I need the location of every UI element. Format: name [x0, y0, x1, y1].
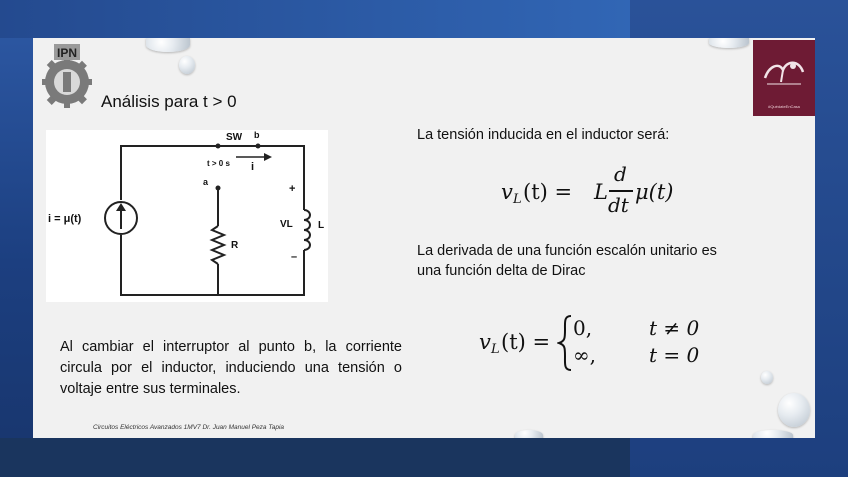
case2-value: ∞,	[573, 343, 597, 367]
node-b-label: b	[254, 130, 260, 140]
equation-piecewise	[479, 312, 739, 374]
node-b-dot	[256, 144, 261, 149]
derivative-text-line1: La derivada de una función escalón unitario es	[417, 243, 717, 259]
circuit-diagram	[46, 130, 328, 302]
eq1-arg: (t) =	[523, 180, 573, 204]
derivative-text-line2: una función delta de Dirac	[417, 263, 586, 279]
ipn-logo	[40, 42, 94, 110]
resistor	[212, 226, 224, 264]
water-drop	[761, 371, 773, 384]
time-label: t > 0 s	[207, 159, 230, 168]
eq2-arg: (t) =	[501, 330, 551, 354]
eq1-lhs: v	[501, 180, 513, 204]
footer-course-info: Circuitos Eléctricos Avanzados 1MV7 Dr. Juan Manuel Peza Tapia	[93, 424, 285, 431]
case2-condition: t = 0	[649, 343, 700, 367]
eq2-sub: L	[491, 342, 500, 357]
current-arrow	[264, 153, 272, 161]
eq1-denominator: dt	[608, 193, 629, 217]
node-a-dot	[216, 186, 221, 191]
background-top	[0, 0, 630, 38]
wire-bottom	[121, 235, 304, 295]
induced-voltage-text: La tensión inducida en el inductor será:	[417, 127, 670, 143]
slide-title: Análisis para t > 0	[101, 92, 237, 111]
inductor-label: L	[318, 220, 325, 231]
background-bottom	[0, 438, 630, 477]
switch-label: SW	[226, 132, 243, 143]
current-label: i	[251, 161, 255, 173]
logo-caption: #QuédateEnCasa	[768, 104, 800, 109]
water-drop	[515, 430, 543, 438]
source-label: i = μ(t)	[48, 213, 82, 225]
water-drop	[709, 38, 749, 48]
water-drop	[778, 393, 810, 427]
eq1-coef: L	[594, 180, 608, 204]
case1-condition: t ≠ 0	[649, 316, 700, 340]
eq1-fraction-bar	[609, 190, 633, 192]
ipn-logo-text: IPN	[56, 46, 78, 60]
eq1-sub: L	[513, 192, 522, 207]
piecewise-brace	[557, 314, 573, 372]
eq1-numerator: d	[614, 162, 627, 186]
case1-value: 0,	[573, 316, 593, 340]
wire-top-left	[121, 146, 218, 200]
plus-label: +	[289, 183, 296, 195]
resistor-label: R	[231, 240, 239, 251]
eq2-lhs: v	[479, 330, 491, 354]
water-drop	[753, 430, 793, 438]
minus-label: –	[291, 251, 298, 263]
node-a-label: a	[203, 177, 209, 187]
switch-pivot	[216, 144, 221, 149]
explanation-paragraph: Al cambiar el interruptor al punto b, la corriente circula por el inductor, induciendo una tensión o voltaje entre sus terminales.	[60, 339, 402, 397]
slide	[33, 38, 815, 438]
quedate-en-casa-logo	[753, 40, 815, 116]
inductor	[304, 210, 310, 250]
equation-induced-voltage	[501, 162, 761, 222]
voltage-label: VL	[280, 219, 293, 230]
eq1-function: μ(t)	[635, 180, 674, 204]
water-drop	[179, 56, 195, 74]
water-drop	[146, 38, 190, 52]
